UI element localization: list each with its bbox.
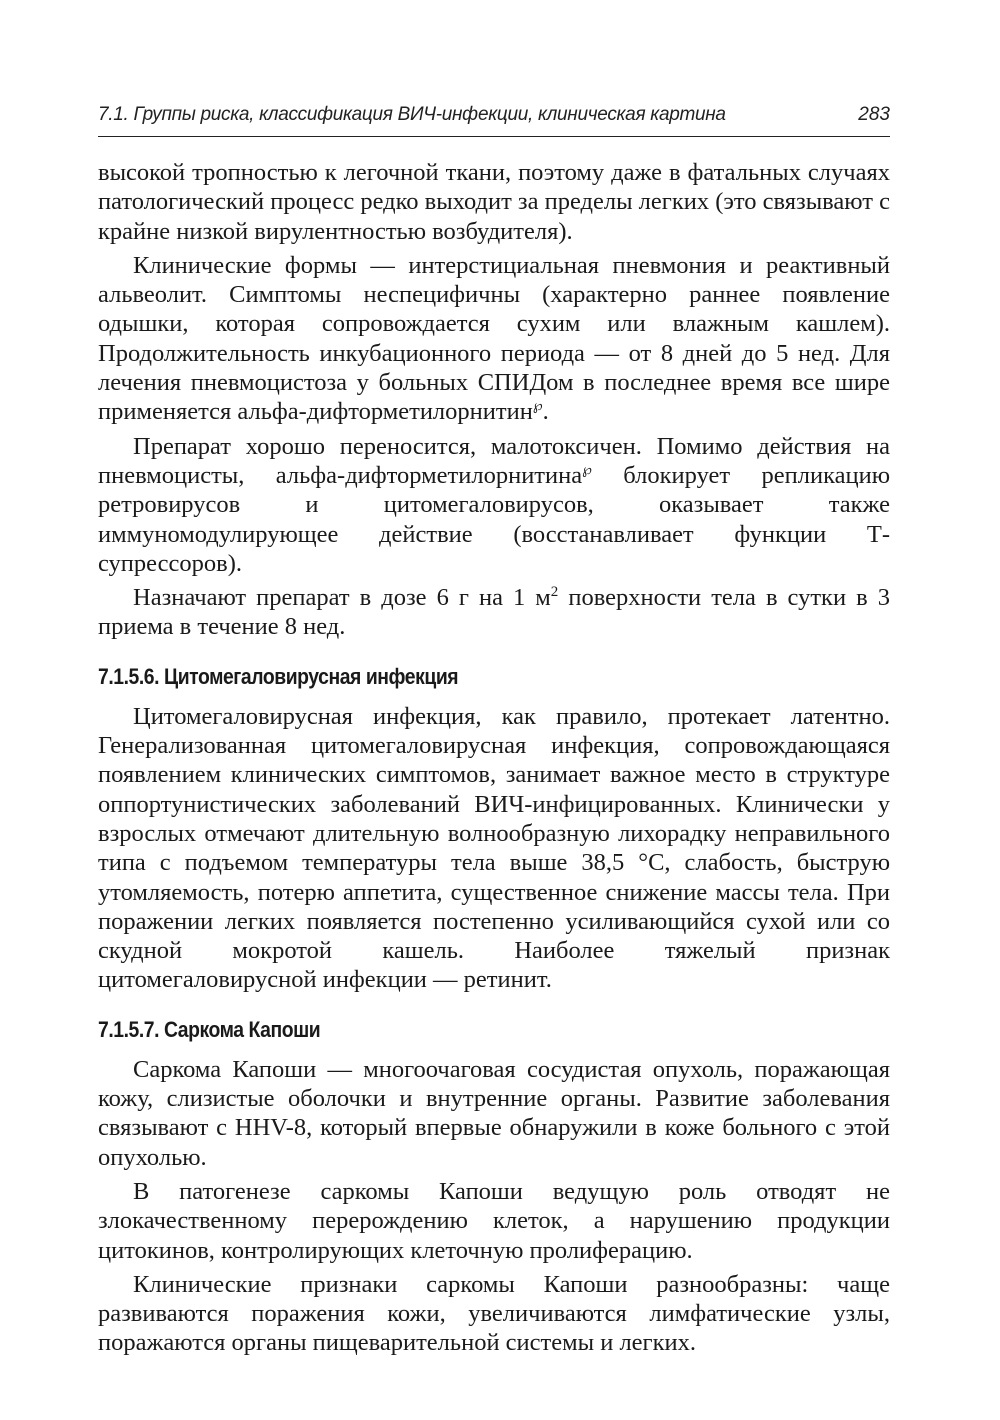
- running-header: [98, 96, 890, 137]
- paragraph: В патогенезе саркомы Капоши ведущую роль отводят не злокачественному перерождению клеток, а нарушению продукции цитокинов, контролирующих клеточную пролиферацию.: [98, 1177, 890, 1264]
- paragraph: Саркома Капоши — многоочаговая сосудистая опухоль, поражающая кожу, слизистые оболочки и внутренние органы. Развитие заболевания связывают с HHV-8, который впервые обнаружили в коже больного с этой опухолью.: [98, 1055, 890, 1171]
- section-heading: 7.1.5.7. Саркома Капоши: [98, 1016, 321, 1042]
- header-title: 7.1. Группы риска, классификация ВИЧ-инфекции, клиническая картина: [98, 104, 726, 125]
- paragraph: Цитомегаловирусная инфекция, как правило, протекает латентно. Генерализованная цитомегаловирусная инфекция, сопровождающаяся появлением клинических симптомов, занимает важное место в структуре оппортунистических заболеваний ВИЧ-инфицированных. Клинически у взрослых отмечают длительную волнообразную лихорадку неправильного типа с подъемом температуры тела выше 38,5 °С, слабость, быструю утомляемость, потерю аппетита, существенное снижение массы тела. При поражении легких появляется постепенно усиливающийся сухой или со скудной мокротой кашель. Наиболее тяжелый признак цитомегаловирусной инфекции — ретинит.: [98, 702, 890, 994]
- paragraph: Клинические признаки саркомы Капоши разнообразны: чаще развиваются поражения кожи, увеличиваются лимфатические узлы, поражаются органы пищеварительной системы и легких.: [98, 1270, 890, 1357]
- paragraph: Клинические формы — интерстициальная пневмония и реактивный альвеолит. Симптомы неспецифичны (характерно раннее появление одышки, которая сопровождается сухим или влажным кашлем). Продолжительность инкубационного периода — от 8 дней до 5 нед. Для лечения пневмоцистоза у больных СПИДом в последнее время все шире применяется альфа-дифторметилорнитин℘.: [98, 251, 890, 426]
- paragraph: Препарат хорошо переносится, малотоксичен. Помимо действия на пневмоцисты, альфа-дифторметилорнитина℘ блокирует репликацию ретровирусов и цитомегаловирусов, оказывает также иммуномодулирующее действие (восстанавливает функции Т-супрессоров).: [98, 432, 890, 577]
- paragraph: Назначают препарат в дозе 6 г на 1 $м^2$ поверхности тела в сутки в 3 приема в течение 8 нед.: [98, 584, 890, 641]
- page-body: [98, 158, 890, 1363]
- section-heading: 7.1.5.6. Цитомегаловирусная инфекция: [98, 663, 459, 689]
- paragraph: высокой тропностью к легочной ткани, поэтому даже в фатальных случаях патологический процесс редко выходит за пределы легких (это связывают с крайне низкой вирулентностью возбудителя).: [98, 159, 890, 245]
- trademark-icon: ℘: [532, 399, 543, 415]
- page-number: 283: [858, 104, 890, 125]
- trademark-icon: ℘: [582, 462, 592, 478]
